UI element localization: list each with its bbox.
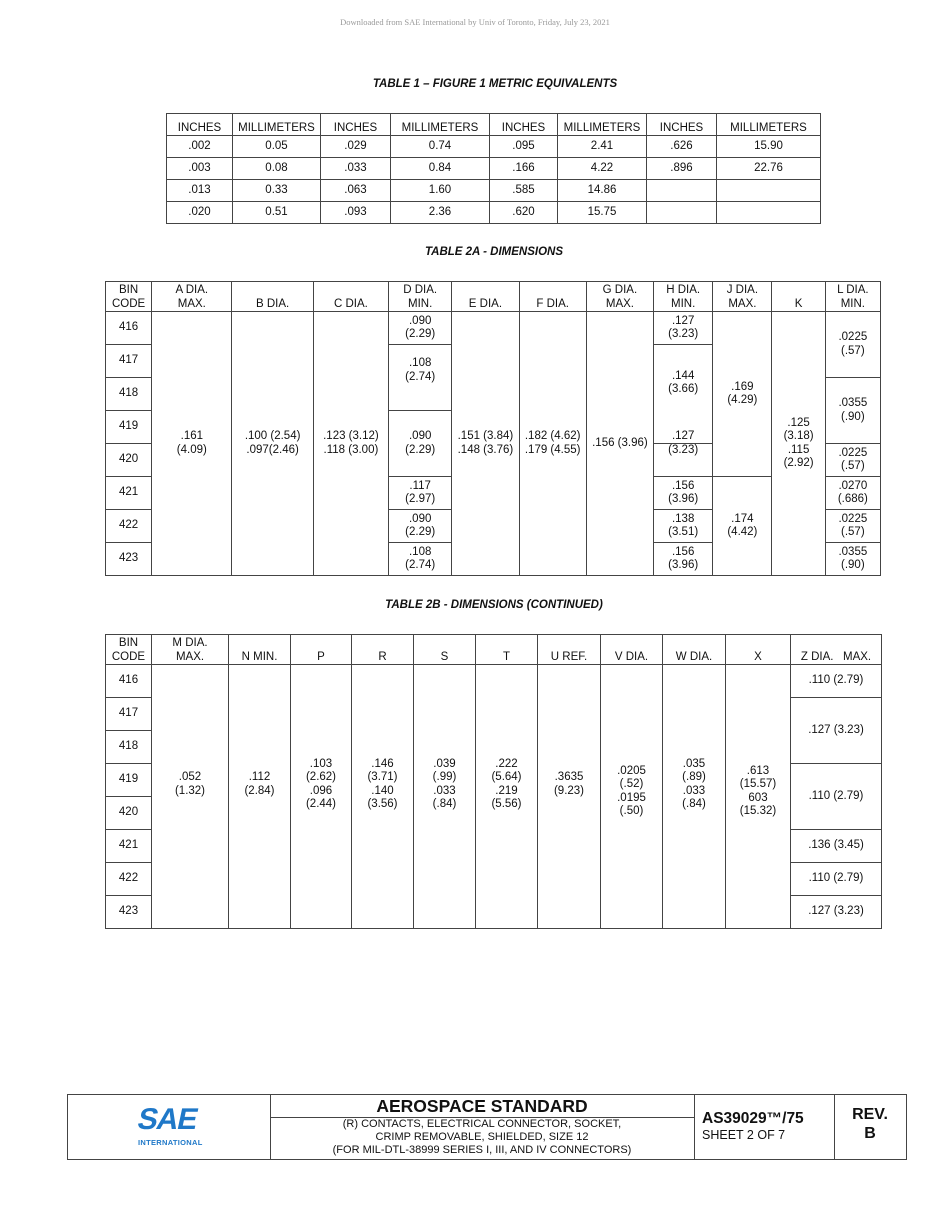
title-block	[67, 1094, 907, 1160]
bin-code: 416	[106, 665, 152, 698]
download-watermark: Downloaded from SAE International by Univ of Toronto, Friday, July 23, 2021	[340, 17, 610, 27]
standard-subtitle: (R) CONTACTS, ELECTRICAL CONNECTOR, SOCKET, CRIMP REMOVABLE, SHIELDED, SIZE 12 (FOR MIL-DTL-38999 SERIES I, III, AND IV CONNECTORS)	[332, 1118, 632, 1156]
revision-cell	[834, 1095, 907, 1159]
table1-cell: 0.74	[391, 136, 490, 158]
n-min-value: .112 (2.84)	[229, 665, 291, 929]
l-dia-value: .0270 (.686)	[825, 477, 880, 510]
table1	[166, 113, 821, 224]
j-dia-value: .174 (4.42)	[713, 477, 772, 576]
table1-header: INCHES	[321, 114, 391, 136]
u-ref-header: U REF.	[538, 635, 601, 665]
e-dia-value: .151 (3.84) .148 (3.76)	[452, 312, 519, 576]
bin-code: 423	[106, 543, 152, 576]
s-header: S	[414, 635, 476, 665]
h-dia-header: H DIA. MIN.	[654, 282, 713, 312]
w-dia-header: W DIA.	[663, 635, 726, 665]
t-value: .222 (5.64) .219 (5.56)	[476, 665, 538, 929]
l-dia-header: L DIA. MIN.	[825, 282, 880, 312]
table1-cell: 15.90	[717, 136, 821, 158]
sae-logo-subtext: INTERNATIONAL	[138, 1138, 203, 1147]
table1-cell: .166	[490, 158, 558, 180]
k-header: K	[772, 282, 825, 312]
v-dia-header: V DIA.	[601, 635, 663, 665]
table1-cell: 22.76	[717, 158, 821, 180]
table1-cell: .626	[647, 136, 717, 158]
x-header: X	[726, 635, 791, 665]
h-dia-value: .144 (3.66)	[654, 345, 713, 444]
table1-cell: 0.84	[391, 158, 490, 180]
table1-cell: 2.41	[558, 136, 647, 158]
k-value: .125 (3.18) .115 (2.92)	[772, 312, 825, 576]
m-dia-header: M DIA. MAX.	[152, 635, 229, 665]
table1-cell: 15.75	[558, 202, 647, 224]
r-header: R	[352, 635, 414, 665]
table1-cell: .020	[167, 202, 233, 224]
table1-title: TABLE 1 – FIGURE 1 METRIC EQUIVALENTS	[372, 78, 618, 90]
standard-cell	[270, 1095, 695, 1159]
table1-cell	[647, 180, 717, 202]
h-dia-value: .156 (3.96)	[654, 477, 713, 510]
bin-code: 419	[106, 411, 152, 444]
c-dia-header: C DIA.	[313, 282, 388, 312]
table1-cell: .029	[321, 136, 391, 158]
f-dia-header: F DIA.	[519, 282, 586, 312]
z-dia-value: .110 (2.79)	[791, 665, 882, 698]
table1-cell	[717, 180, 821, 202]
l-dia-value: .0225 (.57)	[825, 444, 880, 477]
bin-code: 420	[106, 797, 152, 830]
table1-header: INCHES	[167, 114, 233, 136]
bin-code: 421	[106, 830, 152, 863]
document-cell	[694, 1095, 835, 1159]
z-dia-value: .136 (3.45)	[791, 830, 882, 863]
table1-cell: 0.33	[233, 180, 321, 202]
a-dia-value: .161 (4.09)	[152, 312, 232, 576]
table2b	[105, 634, 882, 929]
z-dia-value: .110 (2.79)	[791, 863, 882, 896]
table1-cell: .585	[490, 180, 558, 202]
g-dia-header: G DIA. MAX.	[586, 282, 653, 312]
d-dia-value: .090 (2.29)	[389, 510, 452, 543]
table1-cell: 0.51	[233, 202, 321, 224]
sae-logo: SAE	[134, 1103, 201, 1136]
bin-code-header: BIN CODE	[106, 282, 152, 312]
bin-code: 418	[106, 378, 152, 411]
table1-row	[167, 202, 821, 224]
table2a	[105, 281, 881, 576]
bin-code: 419	[106, 764, 152, 797]
table1-cell: .093	[321, 202, 391, 224]
table1-cell: .002	[167, 136, 233, 158]
l-dia-value: .0355 (.90)	[825, 378, 880, 444]
table1-cell	[717, 202, 821, 224]
c-dia-value: .123 (3.12) .118 (3.00)	[313, 312, 388, 576]
l-dia-value: .0225 (.57)	[825, 510, 880, 543]
bin-code: 416	[106, 312, 152, 345]
bin-code: 421	[106, 477, 152, 510]
z-dia-value: .110 (2.79)	[791, 764, 882, 830]
revision-label: REV.	[852, 1106, 888, 1123]
document-number: AS39029™/75	[702, 1110, 804, 1127]
table1-row	[167, 136, 821, 158]
r-value: .146 (3.71) .140 (3.56)	[352, 665, 414, 929]
x-value: .613 (15.57) 603 (15.32)	[726, 665, 791, 929]
d-dia-value: .090 (2.29)	[389, 312, 452, 345]
d-dia-value: .108 (2.74)	[389, 345, 452, 411]
d-dia-header: D DIA. MIN.	[389, 282, 452, 312]
table1-header: MILLIMETERS	[558, 114, 647, 136]
h-dia-value: .138 (3.51)	[654, 510, 713, 543]
table1-cell: .063	[321, 180, 391, 202]
table1-header: INCHES	[490, 114, 558, 136]
logo-cell	[68, 1095, 271, 1159]
table1-cell: 14.86	[558, 180, 647, 202]
table2b-title: TABLE 2B - DIMENSIONS (CONTINUED)	[385, 599, 603, 611]
table1-header: MILLIMETERS	[233, 114, 321, 136]
u-ref-value: .3635 (9.23)	[538, 665, 601, 929]
table1-header: MILLIMETERS	[391, 114, 490, 136]
d-dia-value: .117 (2.97)	[389, 477, 452, 510]
z-dia-value: .127 (3.23)	[791, 896, 882, 929]
bin-code-header: BIN CODE	[106, 635, 152, 665]
bin-code: 417	[106, 698, 152, 731]
n-min-header: N MIN.	[229, 635, 291, 665]
table1-cell: 2.36	[391, 202, 490, 224]
table1-header: INCHES	[647, 114, 717, 136]
table1-cell: .620	[490, 202, 558, 224]
e-dia-header: E DIA.	[452, 282, 519, 312]
sheet-number: SHEET 2 OF 7	[702, 1128, 786, 1142]
h-dia-value: .156 (3.96)	[654, 543, 713, 576]
d-dia-value: .108 (2.74)	[389, 543, 452, 576]
bin-code: 422	[106, 510, 152, 543]
f-dia-value: .182 (4.62) .179 (4.55)	[519, 312, 586, 576]
bin-code: 417	[106, 345, 152, 378]
table1-cell: 0.05	[233, 136, 321, 158]
table1-cell: .013	[167, 180, 233, 202]
table2a-title: TABLE 2A - DIMENSIONS	[424, 246, 563, 258]
g-dia-value: .156 (3.96)	[586, 312, 653, 576]
h-dia-value: .127 (3.23)	[654, 312, 713, 345]
table1-cell: 0.08	[233, 158, 321, 180]
table1-cell: .033	[321, 158, 391, 180]
bin-code: 422	[106, 863, 152, 896]
l-dia-value: .0355 (.90)	[825, 543, 880, 576]
b-dia-header: B DIA.	[232, 282, 313, 312]
p-value: .103 (2.62) .096 (2.44)	[291, 665, 352, 929]
b-dia-value: .100 (2.54) .097(2.46)	[232, 312, 313, 576]
table1-cell: 1.60	[391, 180, 490, 202]
table1-cell: .896	[647, 158, 717, 180]
j-dia-header: J DIA. MAX.	[713, 282, 772, 312]
t-header: T	[476, 635, 538, 665]
d-dia-value: .090 (2.29)	[389, 411, 452, 477]
table1-cell: .003	[167, 158, 233, 180]
a-dia-header: A DIA. MAX.	[152, 282, 232, 312]
m-dia-value: .052 (1.32)	[152, 665, 229, 929]
table1-header: MILLIMETERS	[717, 114, 821, 136]
z-dia-header: Z DIA. MAX.	[791, 635, 882, 665]
bin-code: 423	[106, 896, 152, 929]
revision-value: B	[864, 1125, 876, 1142]
table1-row	[167, 180, 821, 202]
s-value: .039 (.99) .033 (.84)	[414, 665, 476, 929]
table1-cell: .095	[490, 136, 558, 158]
p-header: P	[291, 635, 352, 665]
standard-title: AEROSPACE STANDARD	[270, 1095, 694, 1118]
bin-code: 418	[106, 731, 152, 764]
z-dia-value: .127 (3.23)	[791, 698, 882, 764]
table1-row	[167, 158, 821, 180]
l-dia-value: .0225 (.57)	[825, 312, 880, 378]
table1-cell: 4.22	[558, 158, 647, 180]
bin-code: 420	[106, 444, 152, 477]
w-dia-value: .035 (.89) .033 (.84)	[663, 665, 726, 929]
table1-cell	[647, 202, 717, 224]
j-dia-value: .169 (4.29)	[713, 312, 772, 477]
h-dia-value: .127 (3.23)	[654, 444, 713, 477]
v-dia-value: .0205 (.52) .0195 (.50)	[601, 665, 663, 929]
